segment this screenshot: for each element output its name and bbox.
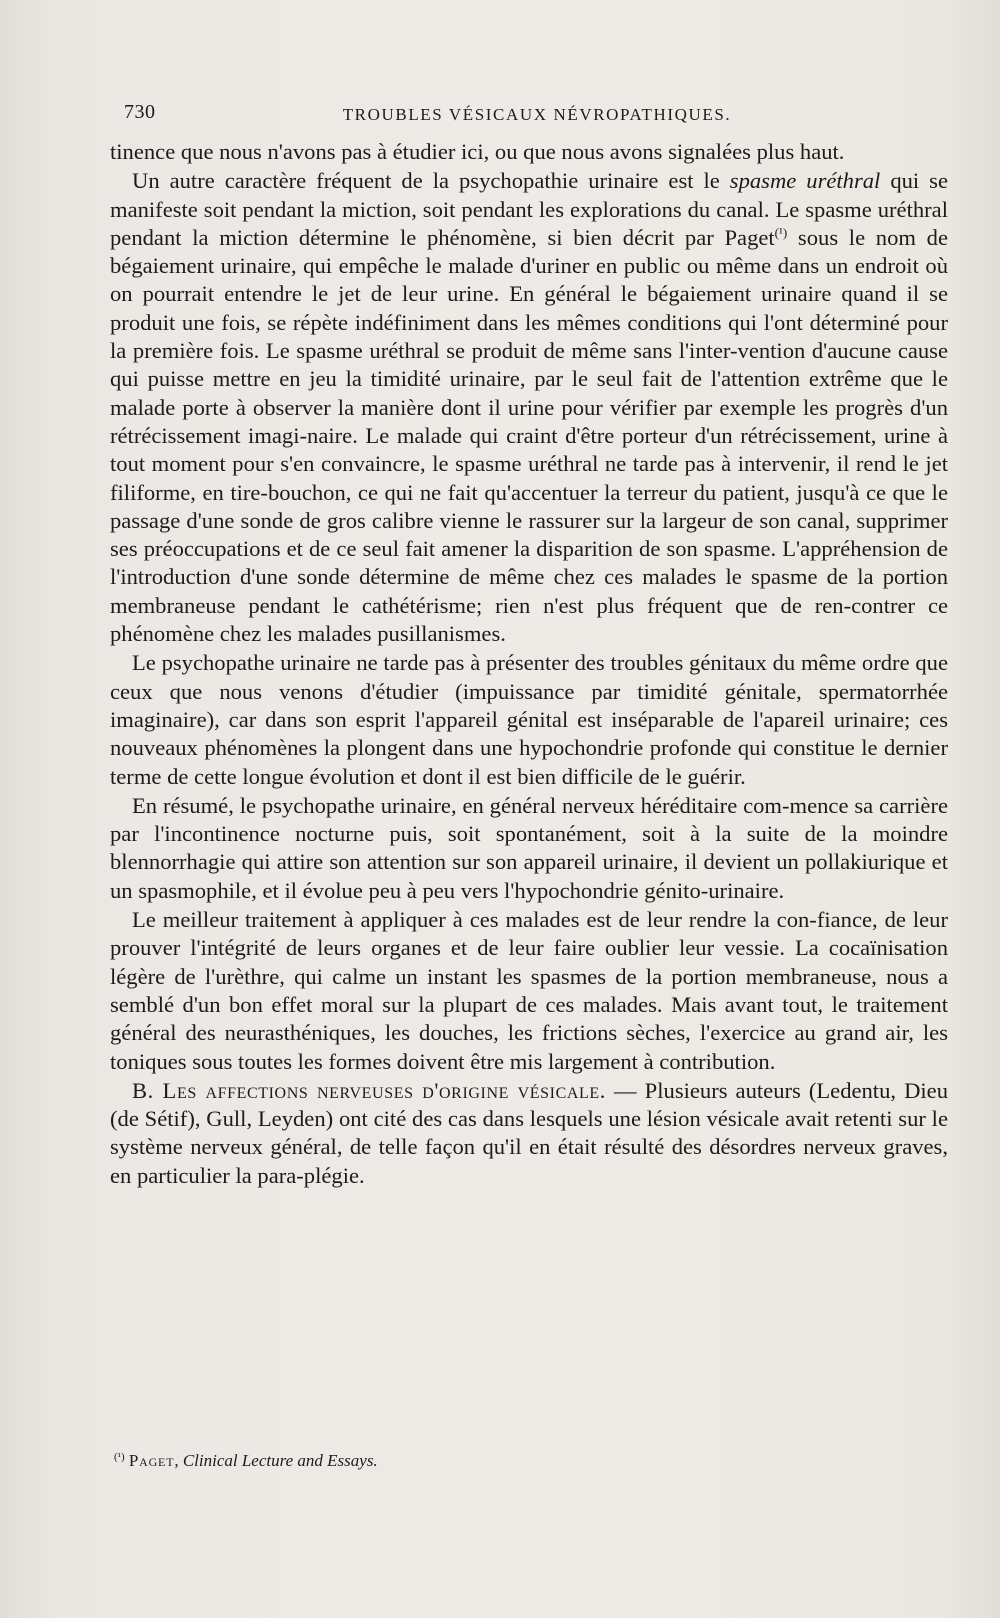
footnote-marker: (¹) — [114, 1451, 125, 1463]
paragraph-troubles-genitaux: Le psychopathe urinaire ne tarde pas à présenter des troubles génitaux du même ordre que ceux que nous venons d'étudier (impuissance par timidité génitale, spermatorrhée imaginaire), car dans son esprit l'appareil génital est inséparable de l'apareil urinaire; ces nouveaux phénomènes la plongent dans une hypochondrie profonde qui constitue le dernier terme de cette longue évolution et dont il est bien difficile de le guérir. — [110, 650, 948, 789]
paragraph-continuation: tinence que nous n'avons pas à étudier ici, ou que nous avons signalées plus haut. — [110, 139, 845, 164]
paragraph-spasme-urethral — [110, 167, 948, 648]
text-run: — Plusieurs auteurs (Ledentu, Dieu (de Sétif), Gull, Leyden) ont cité des cas dans lesquels une lésion vésicale avait retenti sur le système nerveux général, de telle façon qu'il en était résulté des désordres nerveux graves, en particulier la para-plégie. — [110, 1077, 948, 1188]
section-heading: B. Les affections nerveuses d'origine vésicale. — [132, 1077, 607, 1103]
footnote-reference: (¹) — [774, 224, 788, 240]
paragraph-resume: En résumé, le psychopathe urinaire, en général nerveux héréditaire com-mence sa carrière par l'incontinence nocturne puis, soit spontanément, soit à la suite de la moindre blennorrhagie qui attire son attention sur son appareil urinaire, il devient un pollakiurique et un spasmophile, et il évolue peu à peu vers l'hypochondrie génito-urinaire. — [110, 792, 948, 903]
italic-term: spasme uréthral — [729, 168, 881, 194]
page-number: 730 — [124, 101, 156, 123]
footnote — [114, 1450, 948, 1472]
page-header — [124, 101, 950, 131]
running-head: TROUBLES VÉSICAUX NÉVROPATHIQUES. — [342, 105, 732, 124]
footnote-author: Paget — [128, 1451, 175, 1470]
body-text — [110, 138, 948, 1190]
footnote-title: Clinical Lecture and Essays. — [182, 1451, 378, 1470]
text-run: sous le nom de bégaiement urinaire, qui empêche le malade d'uriner en public ou même dans un endroit où on pourrait entendre le jet de leur urine. En général le bégaiement urinaire quand il se produit une fois, se répète indéfiniment dans les mêmes conditions qui l'ont déterminé pour la première fois. Le spasme uréthral se produit de même sans l'inter-vention d'aucune cause qui puisse mettre en jeu la timidité urinaire, par le seul fait de l'attention extrême que le malade porte à observer la manière dont il urine pour vérifier par exemple les progrès d'un rétrécissement imagi-naire. Le malade qui craint d'être porteur d'un rétrécissement, urine à tout moment pour s'en convaincre, le spasme uréthral ne tarde pas à intervenir, il rend le jet filiforme, en tire-bouchon, ce qui ne fait qu'accentuer la terreur du patient, jusqu'à ce que le passage d'une sonde de gros calibre vienne le rassurer sur la largeur de son canal, supprimer ses préoccupations et de ce seul fait amener la disparition de son spasme. L'appréhension de l'introduction d'une sonde détermine de même chez ces malades le spasme de la portion membraneuse pendant le cathétérisme; rien n'est plus fréquent que de ren-contrer ce phénomène chez les malades pusillanismes. — [110, 224, 948, 647]
paragraph-traitement: Le meilleur traitement à appliquer à ces malades est de leur rendre la con-fiance, de leur prouver l'intégrité de leurs organes et de leur faire oublier leur vessie. La cocaïnisation légère de l'urèthre, qui calme un instant les spasmes de la portion membraneuse, nous a semblé d'un bon effet moral sur la plupart de ces malades. Mais avant tout, le traitement général des neurasthéniques, les douches, les frictions sèches, l'exercice au grand air, les toniques sous toutes les formes doivent être mis largement à contribution. — [110, 907, 948, 1074]
footnote-separator: , — [174, 1451, 183, 1470]
text-run: Un autre caractère fréquent de la psychopathie urinaire est le — [132, 168, 730, 194]
text-run: qui se manifeste soit pendant la miction, soit pendant les explorations du canal. Le spasme uréthral pendant la miction détermine le phénomène, si bien décrit par Paget — [110, 168, 948, 250]
paragraph-affections-nerveuses — [110, 1077, 948, 1190]
